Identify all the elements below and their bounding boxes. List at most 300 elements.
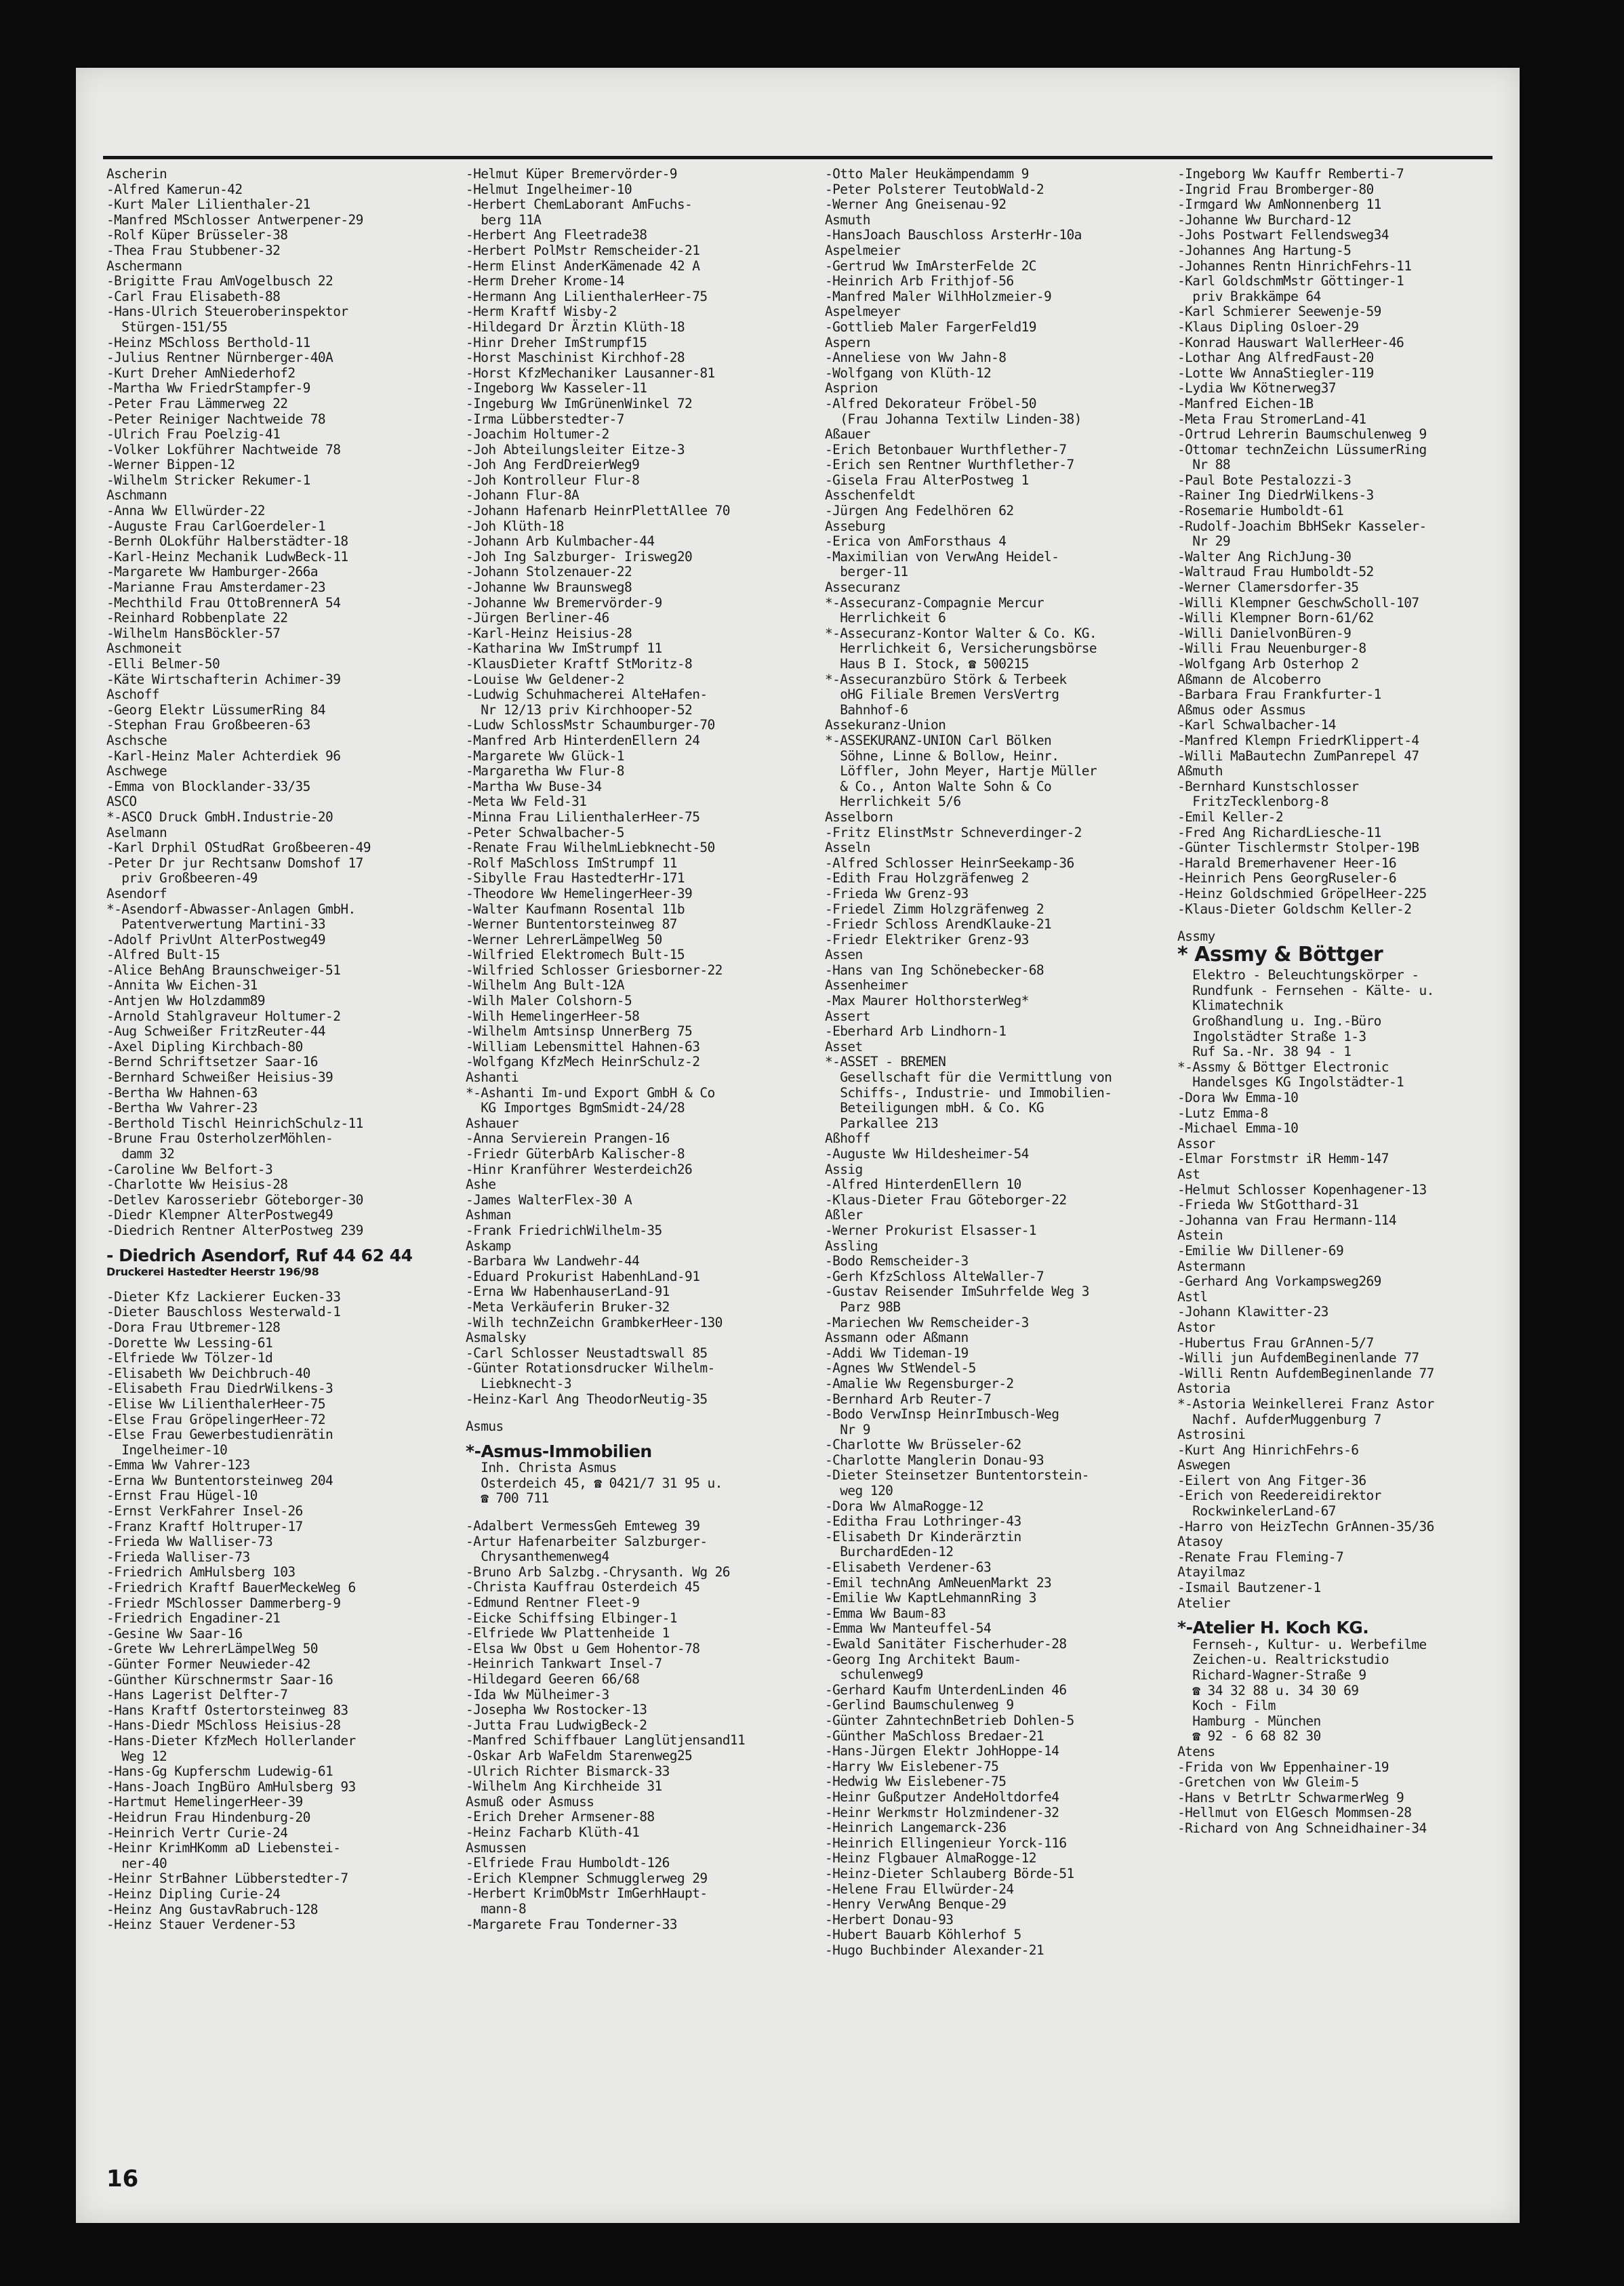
directory-entry: -Werner Bippen-12	[106, 457, 235, 473]
directory-entry: -Bertha Ww Vahrer-23	[106, 1100, 258, 1116]
surname-heading: Atayilmaz	[1177, 1564, 1246, 1580]
directory-entry: -Elmar Forstmstr iR Hemm-147	[1177, 1151, 1389, 1167]
directory-entry: -Rudolf-Joachim BbHSekr Kasseler-	[1177, 518, 1427, 534]
directory-entry: -Heinr Werkmstr Holzmindener-32	[825, 1804, 1059, 1820]
directory-entry: -Addi Ww Tideman-19	[825, 1345, 969, 1361]
directory-entry: Schiffs-, Industrie- und Immobilien-	[825, 1084, 1112, 1101]
directory-entry: -Heinr Gußputzer AndeHoltdorfe4	[825, 1789, 1059, 1805]
surname-heading: Aschsche	[106, 732, 167, 748]
directory-entry: -Ulrich Richter Bismarck-33	[466, 1763, 670, 1779]
directory-entry: -Renate Frau WilhelmLiebknecht-50	[466, 840, 715, 856]
surname-heading: Ascherin	[106, 167, 167, 182]
surname-heading: Aßmus oder Assmus	[1177, 701, 1306, 718]
surname-heading: Askamp	[466, 1238, 511, 1254]
directory-entry: -Dora Ww AlmaRogge-12	[825, 1498, 983, 1514]
directory-entry: RockwinkelerLand-67	[1177, 1503, 1336, 1519]
surname-heading: Aßmann de Alcoberro	[1177, 671, 1321, 687]
directory-entry: berger-11	[825, 564, 908, 580]
directory-entry: -Dieter Kfz Lackierer Eucken-33	[106, 1288, 341, 1305]
directory-entry: -Bernh OLokführ Halberstädter-18	[106, 533, 348, 550]
directory-entry: *-ASSET - BREMEN	[825, 1054, 946, 1070]
directory-entry: ☎ 34 32 88 u. 34 30 69	[1177, 1682, 1359, 1698]
surname-heading: Aschmoneit	[106, 640, 182, 657]
directory-entry: -Walter Kaufmann Rosental 11b	[466, 901, 685, 917]
directory-entry: *-Assecuranz-Compagnie Mercur	[825, 594, 1044, 611]
directory-entry: -Detlev Karosseriebr Göteborger-30	[106, 1191, 363, 1208]
directory-entry: -Friedr Schloss ArendKlauke-21	[825, 916, 1052, 933]
directory-entry: -Else Frau GröpelingerHeer-72	[106, 1411, 326, 1427]
directory-entry: damm 32	[106, 1146, 175, 1162]
directory-entry: -Herm Kraftf Wisby-2	[466, 304, 617, 320]
directory-entry: *-Asendorf-Abwasser-Anlagen GmbH.	[106, 901, 356, 917]
surname-heading: Asselborn	[825, 809, 893, 825]
directory-entry: Gesellschaft für die Vermittlung von	[825, 1069, 1112, 1086]
surname-heading: Aßler	[825, 1207, 863, 1223]
directory-entry: -Rainer Ing DiedrWilkens-3	[1177, 487, 1374, 504]
directory-entry: -Friedrich AmHulsberg 103	[106, 1564, 296, 1580]
directory-entry: -Werner LehrerLämpelWeg 50	[466, 931, 662, 947]
directory-entry: -Ingeborg Ww Kauffr Remberti-7	[1177, 167, 1404, 182]
directory-entry: -Käte Wirtschafterin Achimer-39	[106, 671, 341, 687]
directory-entry: -Gustav Reisender ImSuhrfelde Weg 3	[825, 1284, 1089, 1300]
directory-entry: -Peter Dr jur Rechtsanw Domshof 17	[106, 855, 363, 871]
directory-entry: -Ingrid Frau Bromberger-80	[1177, 181, 1374, 197]
directory-entry: *-ASSEKURANZ-UNION Carl Bölken	[825, 732, 1052, 748]
directory-entry: -Elfriede Ww Plattenheide 1	[466, 1625, 670, 1641]
directory-entry: -Friedrich Kraftf BauerMeckeWeg 6	[106, 1580, 356, 1596]
directory-entry: -Wilhelm Ang Kirchheide 31	[466, 1778, 662, 1795]
directory-entry: -Ludwig Schuhmacherei AlteHafen-	[466, 687, 708, 703]
directory-entry: -Ulrich Frau Poelzig-41	[106, 426, 281, 443]
directory-entry: Nr 29	[1177, 533, 1230, 550]
directory-entry: -Ismail Bautzener-1	[1177, 1580, 1321, 1596]
directory-entry: -Kurt Ang HinrichFehrs-6	[1177, 1442, 1359, 1458]
directory-entry: -Josepha Ww Rostocker-13	[466, 1702, 647, 1718]
column-1	[106, 167, 449, 2132]
directory-entry: -Wilfried Elektromech Bult-15	[466, 947, 685, 963]
directory-entry: -Ernst Frau Hügel-10	[106, 1488, 258, 1504]
directory-entry: -Karl Schwalbacher-14	[1177, 717, 1336, 733]
directory-entry: -Heinrich Pens GeorgRuseler-6	[1177, 870, 1397, 886]
directory-entry: -Anna Servierein Prangen-16	[466, 1130, 670, 1147]
directory-entry: *-Assecuranz-Kontor Walter & Co. KG.	[825, 625, 1097, 641]
directory-entry: *-Assecuranzbüro Störk & Terbeek	[825, 671, 1067, 687]
surname-heading: Astor	[1177, 1319, 1215, 1335]
directory-entry: Chrysanthemenweg4	[466, 1549, 609, 1565]
directory-entry: -Fred Ang RichardLiesche-11	[1177, 824, 1381, 840]
directory-entry: -Klaus-Dieter Goldschm Keller-2	[1177, 901, 1412, 917]
surname-heading: Asmussen	[466, 1839, 527, 1856]
directory-entry: -Gisela Frau AlterPostweg 1	[825, 472, 1029, 488]
directory-entry: mann-8	[466, 1900, 527, 1917]
directory-entry: -Hans van Ing Schönebecker-68	[825, 962, 1044, 978]
directory-entry: -Wilh Maler Colshorn-5	[466, 993, 632, 1009]
directory-entry: -Gerlind Baumschulenweg 9	[825, 1697, 1014, 1713]
directory-page	[76, 68, 1520, 2223]
directory-entry: -KlausDieter Kraftf StMoritz-8	[466, 656, 693, 672]
directory-entry: *-Astoria Weinkellerei Franz Astor	[1177, 1395, 1434, 1412]
directory-entry: -Gerh KfzSchloss AlteWaller-7	[825, 1268, 1044, 1284]
directory-entry: -Herbert ChemLaborant AmFuchs-	[466, 197, 693, 213]
directory-entry: -Friedr MSchlosser Dammerberg-9	[106, 1595, 341, 1611]
directory-entry: -Lotte Ww AnnaStiegler-119	[1177, 365, 1374, 381]
directory-entry: -Dora Frau Utbremer-128	[106, 1319, 281, 1335]
directory-entry: -Peter Reiniger Nachtweide 78	[106, 411, 326, 427]
directory-entry: -Anneliese von Ww Jahn-8	[825, 350, 1007, 366]
directory-entry: -Diedrich Rentner AlterPostweg 239	[106, 1222, 363, 1238]
directory-entry: -Hans-Gg Kupferschm Ludewig-61	[106, 1763, 333, 1780]
directory-entry: *-ASCO Druck GmbH.Industrie-20	[106, 809, 333, 825]
surname-heading: Ashe	[466, 1177, 496, 1193]
directory-entry: berg 11A	[466, 211, 542, 228]
directory-entry: -Frieda Ww Grenz-93	[825, 885, 969, 901]
surname-heading: Assecuranz	[825, 579, 901, 596]
directory-entry: -Willi Klempner GeschwScholl-107	[1177, 594, 1419, 611]
directory-entry: -Heinz Ang GustavRabruch-128	[106, 1901, 318, 1917]
directory-entry: -Friedel Zimm Holzgräfenweg 2	[825, 901, 1044, 917]
column-2	[466, 167, 808, 2132]
directory-entry: -Joh Klüth-18	[466, 518, 564, 534]
directory-entry: -Brigitte Frau AmVogelbusch 22	[106, 273, 333, 289]
directory-entry: -Oskar Arb WaFeldm Starenweg25	[466, 1747, 693, 1763]
directory-entry: -Antjen Ww Holzdamm89	[106, 993, 265, 1009]
directory-entry: -Elfriede Frau Humboldt-126	[466, 1855, 670, 1871]
directory-entry: -Hinr Dreher ImStrumpf15	[466, 334, 647, 350]
directory-entry: -Meta Verkäuferin Bruker-32	[466, 1299, 670, 1315]
surname-heading: Aspelmeier	[825, 242, 901, 258]
directory-entry: -Martha Ww Buse-34	[466, 778, 602, 794]
directory-entry: -Julius Rentner Nürnberger-40A	[106, 350, 333, 366]
directory-entry: -Werner Clamersdorfer-35	[1177, 579, 1359, 596]
directory-entry: -Bertha Ww Hahnen-63	[106, 1084, 258, 1101]
directory-entry: Herrlichkeit 5/6	[825, 794, 961, 810]
directory-entry: -Günther MaSchloss Bredaer-21	[825, 1728, 1044, 1744]
directory-entry: -Charlotte Ww Brüsseler-62	[825, 1437, 1021, 1453]
directory-entry: -Willi jun AufdemBeginenlande 77	[1177, 1350, 1419, 1366]
directory-entry: -Alfred Kamerun-42	[106, 181, 243, 197]
directory-entry: -Grete Ww LehrerLämpelWeg 50	[106, 1641, 318, 1657]
directory-entry: -Horst Maschinist Kirchhof-28	[466, 350, 685, 366]
directory-entry: Herrlichkeit 6, Versicherungsbörse	[825, 640, 1097, 657]
directory-entry: schulenweg9	[825, 1667, 923, 1683]
directory-entry: -Wilhelm HansBöckler-57	[106, 625, 281, 641]
directory-entry: -Johann Hafenarb HeinrPlettAllee 70	[466, 503, 730, 519]
directory-entry: -Hans Kraftf Ostertorsteinweg 83	[106, 1702, 348, 1718]
directory-entry: -Konrad Hauswart WallerHeer-46	[1177, 334, 1404, 350]
directory-entry: -Elisabeth Frau DiedrWilkens-3	[106, 1381, 333, 1397]
directory-entry: -Alice BehAng Braunschweiger-51	[106, 962, 341, 978]
directory-entry: -Charlotte Ww Heisius-28	[106, 1177, 288, 1193]
surname-heading: Aschmann	[106, 487, 167, 504]
directory-entry: -Mechthild Frau OttoBrennerA 54	[106, 594, 341, 611]
directory-entry: -Manfred Klempn FriedrKlippert-4	[1177, 732, 1419, 748]
directory-entry: Richard-Wagner-Straße 9	[1177, 1667, 1366, 1683]
directory-entry: -Aug Schweißer FritzReuter-44	[106, 1023, 326, 1040]
directory-entry: -Ewald Sanitäter Fischerhuder-28	[825, 1636, 1067, 1652]
directory-entry: -Arnold Stahlgraveur Holtumer-2	[106, 1008, 341, 1024]
directory-entry: -Johanne Ww Braunsweg8	[466, 579, 632, 596]
directory-entry: -Bodo VerwInsp HeinrImbusch-Weg	[825, 1406, 1059, 1423]
directory-entry: -Herm Dreher Krome-14	[466, 273, 624, 289]
directory-entry: -Klaus-Dieter Frau Göteborger-22	[825, 1191, 1067, 1208]
directory-entry: -Wilfried Schlosser Griesborner-22	[466, 962, 723, 978]
surname-heading: Ashanti	[466, 1069, 519, 1086]
directory-entry: Elektro - Beleuchtungskörper -	[1177, 967, 1419, 983]
directory-entry: -Auguste Frau CarlGoerdeler-1	[106, 518, 326, 534]
directory-entry: -Johanna van Frau Hermann-114	[1177, 1212, 1397, 1228]
directory-entry: -Franz Kraftf Holtruper-17	[106, 1518, 303, 1534]
directory-entry: Rundfunk - Fernsehen - Kälte- u.	[1177, 982, 1434, 998]
directory-entry: -Kurt Dreher AmNiederhof2	[106, 365, 296, 381]
directory-entry: -Frida von Ww Eppenhainer-19	[1177, 1759, 1389, 1775]
directory-entry: -Ingeborg Ww Kasseler-11	[466, 380, 647, 396]
directory-entry: -Günter Former Neuwieder-42	[106, 1656, 310, 1672]
directory-entry: -Joachim Holtumer-2	[466, 426, 609, 443]
directory-entry: -Carl Frau Elisabeth-88	[106, 288, 281, 304]
directory-entry: -Hubertus Frau GrAnnen-5/7	[1177, 1334, 1374, 1351]
directory-entry: -Bernd Schriftsetzer Saar-16	[106, 1054, 318, 1070]
directory-entry: -Thea Frau Stubbener-32	[106, 242, 281, 258]
directory-entry: -Karl Drphil OStudRat Großbeeren-49	[106, 840, 371, 856]
directory-entry: -Anna Ww Ellwürder-22	[106, 503, 265, 519]
directory-entry: Nr 12/13 priv Kirchhooper-52	[466, 701, 693, 718]
directory-entry: -Wolfgang von Klüth-12	[825, 365, 992, 381]
directory-entry: -Margarete Ww Hamburger-266a	[106, 564, 318, 580]
directory-entry: -Manfred MSchlosser Antwerpener-29	[106, 211, 363, 228]
page-number: 16	[106, 2165, 139, 2192]
directory-entry: -Heinz-Dieter Schlauberg Börde-51	[825, 1865, 1074, 1881]
directory-entry: -Heinrich Arb Frithjof-56	[825, 273, 1014, 289]
directory-entry: -Karl Schmierer Seewenje-59	[1177, 304, 1381, 320]
directory-entry: -Henry VerwAng Benque-29	[825, 1896, 1007, 1913]
directory-entry: -Johannes Rentn HinrichFehrs-11	[1177, 258, 1412, 274]
directory-entry: -Dora Ww Emma-10	[1177, 1090, 1299, 1106]
directory-entry: -Louise Ww Geldener-2	[466, 671, 624, 687]
directory-entry: -Gesine Ww Saar-16	[106, 1625, 243, 1641]
directory-entry: -Hinr Kranführer Westerdeich26	[466, 1161, 693, 1177]
surname-heading: Asmuß oder Asmuss	[466, 1793, 594, 1810]
directory-entry: -Gretchen von Ww Gleim-5	[1177, 1774, 1359, 1791]
directory-entry: -Heinz Facharb Klüth-41	[466, 1824, 640, 1840]
directory-entry: -Meta Frau StromerLand-41	[1177, 411, 1366, 427]
directory-entry: -Peter Schwalbacher-5	[466, 824, 624, 840]
directory-entry: -Wolfgang KfzMech HeinrSchulz-2	[466, 1054, 700, 1070]
directory-entry: -Wilhelm Amtsinsp UnnerBerg 75	[466, 1023, 693, 1040]
directory-entry: Ingelheimer-10	[106, 1442, 228, 1458]
directory-entry: -Heinz Goldschmied GröpelHeer-225	[1177, 885, 1427, 901]
directory-entry: -Axel Dipling Kirchbach-80	[106, 1038, 303, 1055]
directory-entry: -Hugo Buchbinder Alexander-21	[825, 1942, 1044, 1958]
directory-entry: -Erich Dreher Armsener-88	[466, 1809, 655, 1825]
surname-heading: Aßauer	[825, 426, 870, 443]
directory-entry: -Gerhard Ang Vorkampsweg269	[1177, 1273, 1381, 1290]
surname-heading: Asset	[825, 1038, 863, 1055]
directory-entry: -Heinz Flgbauer AlmaRogge-12	[825, 1850, 1036, 1866]
directory-entry: -Heidrun Frau Hindenburg-20	[106, 1809, 310, 1825]
surname-heading: Assenheimer	[825, 977, 908, 994]
directory-entry: Herrlichkeit 6	[825, 610, 946, 626]
surname-heading: Assmann oder Aßmann	[825, 1330, 969, 1346]
surname-heading: Aselmann	[106, 824, 167, 840]
surname-heading: Aswegen	[1177, 1457, 1230, 1473]
directory-entry: -Jürgen Berliner-46	[466, 610, 609, 626]
directory-entry: -Amalie Ww Regensburger-2	[825, 1375, 1014, 1391]
directory-entry: -Werner Ang Gneisenau-92	[825, 197, 1007, 213]
directory-entry: -Jutta Frau LudwigBeck-2	[466, 1717, 647, 1733]
directory-entry: -Alfred Bult-15	[106, 947, 220, 963]
surname-heading: Ast	[1177, 1166, 1200, 1182]
directory-entry: -Ernst VerkFahrer Insel-26	[106, 1503, 303, 1519]
directory-entry: -Mariechen Ww Remscheider-3	[825, 1314, 1029, 1330]
surname-heading: Asseln	[825, 840, 870, 856]
directory-entry: -Johanne Ww Bremervörder-9	[466, 594, 662, 611]
directory-entry: -Hedwig Ww Eislebener-75	[825, 1774, 1007, 1790]
directory-entry: ☎ 700 711	[466, 1490, 549, 1507]
directory-entry: priv Brakkämpe 64	[1177, 288, 1321, 304]
directory-entry: Zeichen-u. Realtrickstudio	[1177, 1652, 1389, 1668]
surname-heading: Ashauer	[466, 1115, 519, 1131]
advertisement-heading: *-Atelier H. Koch KG.	[1177, 1618, 1369, 1638]
directory-entry: -Joh Ang FerdDreierWeg9	[466, 457, 640, 473]
directory-entry: -Heinrich Langemarck-236	[825, 1820, 1007, 1836]
directory-entry: -Manfred Arb HinterdenEllern 24	[466, 732, 700, 748]
directory-entry: -Dorette Ww Lessing-61	[106, 1334, 273, 1351]
surname-heading: Asseburg	[825, 518, 886, 534]
directory-entry: -Elisabeth Ww Deichbruch-40	[106, 1365, 310, 1381]
directory-entry: -Friedr GüterbArb Kalischer-8	[466, 1146, 685, 1162]
directory-entry: -Helmut Küper Bremervörder-9	[466, 167, 677, 182]
surname-heading: Assig	[825, 1161, 863, 1177]
directory-entry: -Willi Rentn AufdemBeginenlande 77	[1177, 1365, 1434, 1381]
directory-entry: -Stephan Frau Großbeeren-63	[106, 717, 310, 733]
directory-entry: -Johs Postwart Fellendsweg34	[1177, 227, 1389, 243]
directory-entry: weg 120	[825, 1483, 893, 1499]
directory-entry: -Georg Ing Architekt Baum-	[825, 1651, 1021, 1667]
directory-entry: -Harald Bremerhavener Heer-16	[1177, 855, 1397, 871]
directory-entry: -Ingeburg Ww ImGrünenWinkel 72	[466, 395, 693, 411]
directory-entry: -Max Maurer HolthorsterWeg*	[825, 993, 1029, 1009]
directory-entry: -Hans-Joach IngBüro AmHulsberg 93	[106, 1778, 356, 1795]
directory-entry: priv Großbeeren-49	[106, 870, 258, 886]
directory-entry: -Peter Frau Lämmerweg 22	[106, 395, 288, 411]
directory-entry: -Waltraud Frau Humboldt-52	[1177, 564, 1374, 580]
directory-entry: Stürgen-151/55	[106, 319, 228, 335]
directory-entry: -Frieda Ww StGotthard-31	[1177, 1197, 1359, 1213]
directory-entry: Parkallee 213	[825, 1115, 939, 1131]
directory-entry: -Richard von Ang Schneidhainer-34	[1177, 1820, 1427, 1836]
directory-entry: Nr 88	[1177, 457, 1230, 473]
directory-entry: -Erich von Reedereidirektor	[1177, 1488, 1381, 1504]
directory-entry: -Meta Ww Feld-31	[466, 794, 587, 810]
directory-entry: -Paul Bote Pestalozzi-3	[1177, 472, 1352, 488]
directory-entry: -Peter Polsterer TeutobWald-2	[825, 181, 1044, 197]
directory-entry	[466, 1507, 808, 1519]
directory-entry: -Günter ZahntechnBetrieb Dohlen-5	[825, 1712, 1074, 1728]
surname-heading: Aschermann	[106, 258, 182, 274]
directory-entry: -Emilie Ww Dillener-69	[1177, 1242, 1344, 1259]
directory-entry: -Otto Maler Heukämpendamm 9	[825, 167, 1029, 182]
directory-entry: -Dieter Steinsetzer Buntentorstein-	[825, 1467, 1089, 1484]
directory-entry: Ruf Sa.-Nr. 38 94 - 1	[1177, 1044, 1352, 1060]
directory-entry	[466, 1407, 808, 1419]
directory-entry: -Alfred Schlosser HeinrSeekamp-36	[825, 855, 1074, 871]
directory-entry: -Hans v BetrLtr SchwarmerWeg 9	[1177, 1789, 1404, 1805]
directory-entry: ☎ 92 - 6 68 82 30	[1177, 1728, 1321, 1744]
directory-entry: -Hildegard Dr Ärztin Klüth-18	[466, 319, 685, 335]
directory-entry: -Reinhard Robbenplate 22	[106, 610, 288, 626]
directory-entry: Patentverwertung Martini-33	[106, 916, 326, 933]
directory-entry: -Helmut Schlosser Kopenhagener-13	[1177, 1181, 1427, 1198]
directory-entry: -Harry Ww Eislebener-75	[825, 1758, 999, 1774]
directory-entry: -Heinr KrimHKomm aD Liebenstei-	[106, 1840, 341, 1856]
directory-entry: -Emma Ww Manteuffel-54	[825, 1620, 992, 1637]
directory-entry: -Heinrich Ellingenieur Yorck-116	[825, 1835, 1067, 1851]
directory-entry: Parz 98B	[825, 1299, 901, 1315]
directory-entry: -Karl-Heinz Mechanik LudwBeck-11	[106, 548, 348, 565]
directory-entry: -Erich sen Rentner Wurthflether-7	[825, 457, 1074, 473]
directory-entry: & Co., Anton Walte Sohn & Co	[825, 778, 1052, 794]
directory-entry: -Volker Lokführer Nachtweide 78	[106, 441, 341, 457]
directory-entry: -Bernhard Schweißer Heisius-39	[106, 1069, 333, 1086]
directory-entry: -Rolf MaSchloss ImStrumpf 11	[466, 855, 677, 871]
directory-entry: -Wilhelm Stricker Rekumer-1	[106, 472, 310, 488]
directory-entry: -Karl-Heinz Heisius-28	[466, 625, 632, 641]
directory-entry: Ingolstädter Straße 1-3	[1177, 1028, 1366, 1044]
directory-entry: -Willi Frau Neuenburger-8	[1177, 640, 1366, 657]
directory-entry: -Lutz Emma-8	[1177, 1105, 1268, 1121]
directory-entry: -Rosemarie Humboldt-61	[1177, 503, 1344, 519]
directory-entry: -Frank FriedrichWilhelm-35	[466, 1222, 662, 1238]
directory-entry: -Hans-Jürgen Elektr JohHoppe-14	[825, 1743, 1059, 1759]
directory-entry: -Adolf PrivUnt AlterPostweg49	[106, 931, 326, 947]
directory-entry: -Brune Frau OsterholzerMöhlen-	[106, 1130, 333, 1147]
surname-heading: Asprion	[825, 380, 878, 396]
directory-entry: Liebknecht-3	[466, 1375, 571, 1391]
directory-entry: -Johannes Ang Hartung-5	[1177, 242, 1352, 258]
directory-entry: -James WalterFlex-30 A	[466, 1191, 632, 1208]
surname-heading: Aschoff	[106, 687, 159, 703]
directory-entry: -Horst KfzMechaniker Lausanner-81	[466, 365, 715, 381]
directory-entry: -Elfriede Ww Tölzer-1d	[106, 1350, 273, 1366]
directory-entry: -Herbert PolMstr Remscheider-21	[466, 242, 700, 258]
directory-entry: -Manfred Maler WilhHolzmeier-9	[825, 288, 1052, 304]
column-3	[825, 167, 1167, 2132]
directory-entry: -Heinr StrBahner Lübberstedter-7	[106, 1871, 348, 1887]
directory-entry: -Carl Schlosser Neustadtswall 85	[466, 1345, 708, 1361]
directory-entry: -Herbert KrimObMstr ImGerhHaupt-	[466, 1885, 708, 1902]
directory-entry: -Hans Lagerist Delfter-7	[106, 1687, 288, 1703]
directory-entry: -Bernhard Kunstschlosser	[1177, 778, 1359, 794]
directory-entry: -Gottlieb Maler FargerFeld19	[825, 319, 1036, 335]
directory-entry: -Kurt Maler Lilienthaler-21	[106, 197, 310, 213]
directory-entry: Weg 12	[106, 1748, 167, 1764]
directory-entry: -Hartmut HemelingerHeer-39	[106, 1794, 303, 1810]
directory-entry: Löffler, John Meyer, Hartje Müller	[825, 763, 1097, 779]
directory-entry: -Auguste Ww Hildesheimer-54	[825, 1146, 1029, 1162]
surname-heading: Assekuranz-Union	[825, 717, 946, 733]
directory-entry: oHG Filiale Bremen VersVertrg	[825, 687, 1059, 703]
advertisement-heading: Druckerei Hastedter Heerstr 196/98	[106, 1265, 319, 1279]
surname-heading: Assen	[825, 947, 863, 963]
directory-entry: -Caroline Ww Belfort-3	[106, 1161, 273, 1177]
directory-entry: -Michael Emma-10	[1177, 1120, 1299, 1137]
directory-entry: -Wilh HemelingerHeer-58	[466, 1008, 640, 1024]
directory-entry: -Emma Ww Baum-83	[825, 1605, 946, 1621]
directory-entry: -Bernhard Arb Reuter-7	[825, 1391, 992, 1407]
directory-entry: -Barbara Frau Frankfurter-1	[1177, 687, 1381, 703]
directory-entry: -Joh Kontrolleur Flur-8	[466, 472, 640, 488]
directory-entry: -Ludw SchlossMstr Schaumburger-70	[466, 717, 715, 733]
